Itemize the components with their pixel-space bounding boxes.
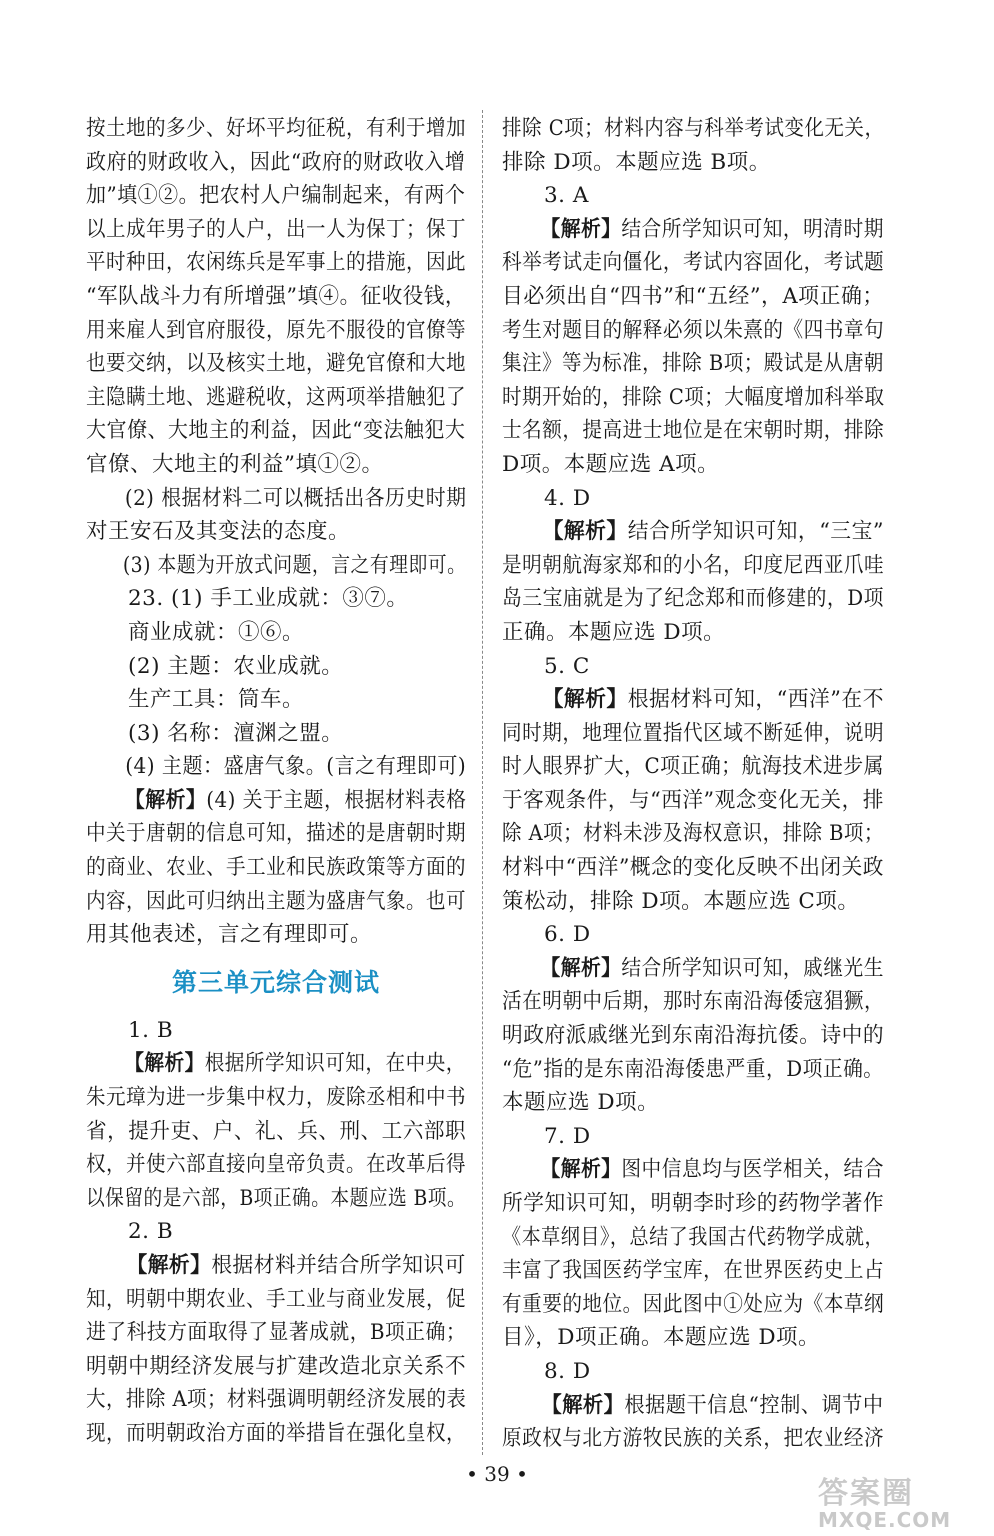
line-text: 材料中“西洋”概念的变化反映不出闭关政 — [502, 855, 884, 881]
text-line — [502, 280, 884, 314]
line-text: 平时种田，农闲练兵是军事上的措施，因此 — [86, 250, 466, 276]
line-text: 的商业、农业、手工业和民族政策等方面的 — [86, 855, 466, 881]
text-line — [86, 650, 466, 684]
text-line — [502, 784, 884, 818]
line-text: 结合所学知识可知，明清时期 — [621, 216, 884, 242]
text-line — [86, 246, 466, 280]
text-line — [502, 650, 884, 684]
text-line — [86, 1014, 466, 1048]
analysis-tag: 【解析】 — [542, 687, 628, 713]
text-line — [502, 918, 884, 952]
line-text: (2) 根据材料二可以概括出各历史时期 — [124, 485, 467, 511]
line-text: 根据材料可知，“西洋”在不 — [627, 687, 884, 713]
text-line — [502, 885, 884, 919]
line-text: 士名额，提高进士地位是在宋朝时期，排除 — [502, 418, 885, 444]
text-line — [502, 213, 884, 247]
analysis-tag: 【解析】 — [126, 1253, 212, 1278]
line-text: D项。本题应选 A项。 — [502, 451, 720, 477]
analysis-tag: 【解析】 — [124, 787, 207, 813]
line-text: 是明朝航海家郑和的小名，印度尼西亚爪哇 — [502, 552, 885, 578]
line-text: 6. D — [544, 922, 591, 948]
text-line — [86, 1249, 466, 1283]
text-line — [502, 616, 884, 650]
line-text: 权，并使六部直接向皇帝负责。在改革后得 — [86, 1152, 466, 1178]
analysis-tag: 【解析】 — [540, 955, 622, 981]
line-text: 7. D — [544, 1123, 591, 1149]
text-line — [86, 918, 466, 952]
text-line — [86, 683, 466, 717]
text-line — [86, 347, 466, 381]
text-line — [502, 750, 884, 784]
line-text: “危”指的是东南沿海倭患严重，D项正确。 — [502, 1056, 884, 1082]
text-line — [86, 1081, 466, 1115]
text-line — [502, 1389, 884, 1423]
line-text: 主隐瞒土地、逃避税收，这两项举措触犯了 — [86, 384, 466, 410]
text-line — [502, 1355, 884, 1389]
line-text: 内容，因此可归纳出主题为盛唐气象。也可 — [86, 888, 466, 914]
text-line — [86, 381, 466, 415]
text-line — [502, 448, 884, 482]
line-text: 时期开始的，排除 C项；大幅度增加科举取 — [502, 384, 885, 410]
text-line — [86, 280, 466, 314]
line-text: 根据所学知识可知，在中央， — [204, 1051, 466, 1077]
text-line — [502, 347, 884, 381]
text-line — [86, 1182, 467, 1216]
text-line — [86, 1115, 467, 1149]
text-line — [502, 1187, 885, 1221]
line-text: 科举考试走向僵化，考试内容固化，考试题 — [502, 250, 885, 276]
line-text: 2. B — [128, 1219, 174, 1245]
analysis-tag: 【解析】 — [542, 519, 628, 545]
analysis-tag: 【解析】 — [540, 1157, 622, 1183]
text-line — [86, 817, 466, 851]
line-text: 明政府派戚继光到东南沿海抗倭。诗中的 — [502, 1023, 885, 1049]
analysis-tag: 【解析】 — [540, 216, 622, 242]
text-line — [86, 885, 466, 919]
text-line — [502, 717, 885, 751]
line-text: 结合所学知识可知，“三宝” — [627, 519, 884, 545]
line-text: 《本草纲目》，总结了我国古代药物学成就， — [502, 1224, 885, 1250]
text-line — [502, 1120, 884, 1154]
text-line — [86, 1383, 467, 1417]
text-line — [86, 146, 466, 180]
line-text: 图中信息均与医学相关，结合 — [621, 1157, 884, 1183]
line-text: 大，排除 A项；材料强调明朝经济发展的表 — [86, 1387, 467, 1413]
text-line — [502, 683, 884, 717]
line-text: 23. (1) 手工业成就：③⑦。 — [128, 586, 409, 612]
line-text: (3) 名称：澶渊之盟。 — [128, 720, 344, 746]
text-line — [86, 1350, 467, 1384]
text-line — [86, 750, 467, 784]
line-text: 除 A项；材料未涉及海权意识，排除 B项； — [502, 821, 884, 847]
text-line — [86, 482, 467, 516]
analysis-tag: 【解析】 — [541, 1392, 625, 1418]
line-text: 同时期，地理位置指代区域不断延伸，说明 — [502, 720, 885, 746]
line-text: 大官僚、大地主的利益，因此“变法触犯大 — [86, 418, 466, 444]
text-line — [502, 1321, 884, 1355]
line-text: (3) 本题为开放式问题，言之有理即可。 — [122, 552, 467, 578]
line-text: 知，明朝中期农业、手工业与商业发展，促 — [86, 1286, 466, 1312]
line-text: 于客观条件，与“西洋”观念变化无关，排 — [502, 787, 884, 813]
line-text: 以保留的是六部，B项正确。本题应选 B项。 — [86, 1185, 467, 1211]
line-text: 官僚、大地主的利益”填①②。 — [86, 451, 384, 477]
text-line — [502, 851, 884, 885]
text-line — [86, 549, 467, 583]
line-text: 商业成就：①⑥。 — [128, 619, 305, 645]
text-line — [502, 246, 885, 280]
line-text: 时人眼界扩大，C项正确；航海技术进步属 — [502, 754, 884, 780]
text-line — [502, 1254, 885, 1288]
right-column — [502, 112, 884, 1456]
left-column — [86, 112, 466, 1451]
line-text: 目》，D项正确。本题应选 D项。 — [502, 1325, 821, 1351]
text-line — [502, 1086, 884, 1120]
line-text: 加”填①②。把农村人户编制起来，有两个 — [86, 183, 466, 209]
text-line — [86, 515, 466, 549]
line-text: “军队战斗力有所增强”填④。征收役钱， — [86, 283, 466, 309]
text-line — [502, 112, 885, 146]
text-line — [86, 1316, 467, 1350]
line-text: 对王安石及其变法的态度。 — [86, 519, 351, 545]
watermark-chinese: 答案圈 — [818, 1476, 914, 1511]
line-text: 活在明朝中后期，那时东南沿海倭寇猖獗， — [502, 989, 885, 1015]
text-line — [86, 784, 467, 818]
line-text: (2) 主题：农业成就。 — [128, 653, 344, 679]
text-line — [502, 817, 884, 851]
text-line — [86, 851, 466, 885]
text-line — [502, 1019, 885, 1053]
line-text: 用其他表述，言之有理即可。 — [86, 922, 373, 948]
line-text: 正确。本题应选 D项。 — [502, 619, 726, 645]
text-line — [502, 1053, 884, 1087]
text-line — [502, 549, 885, 583]
watermark-url: MXQE.COM — [818, 1508, 952, 1532]
text-line — [502, 1153, 884, 1187]
text-line — [502, 146, 884, 180]
line-text: 中关于唐朝的信息可知，描述的是唐朝时期 — [86, 821, 466, 847]
text-line — [86, 717, 466, 751]
line-text: 原政权与北方游牧民族的关系，把农业经济 — [502, 1426, 885, 1452]
line-text: 集注》等为标准，排除 B项；殿试是从唐朝 — [502, 351, 884, 377]
watermark-logo — [818, 1478, 978, 1532]
text-line — [86, 1047, 466, 1081]
line-text: 现，而明朝政治方面的举措旨在强化皇权， — [86, 1420, 466, 1446]
text-line — [502, 1422, 885, 1456]
text-line — [502, 1221, 885, 1255]
line-text: 8. D — [544, 1358, 591, 1384]
text-line — [502, 414, 885, 448]
line-text: (4) 主题：盛唐气象。(言之有理即可) — [125, 754, 467, 780]
line-text: 排除 D项。本题应选 B项。 — [502, 149, 771, 175]
text-line — [86, 112, 466, 146]
line-text: 进了科技方面取得了显著成就，B项正确； — [86, 1320, 467, 1346]
text-line — [86, 179, 466, 213]
line-text: 也要交纳，以及核实土地，避免官僚和大地 — [86, 351, 466, 377]
text-line — [86, 414, 466, 448]
text-line — [502, 985, 885, 1019]
text-line — [502, 1288, 885, 1322]
line-text: 岛三宝庙就是为了纪念郑和而修建的，D项 — [502, 586, 884, 612]
section-heading: 第三单元综合测试 — [171, 967, 380, 997]
column-divider — [482, 110, 483, 1455]
page-number: • 39 • — [466, 1462, 528, 1486]
line-text: 丰富了我国医药学宝库，在世界医药史上占 — [502, 1258, 885, 1284]
text-line — [86, 213, 466, 247]
line-text: 5. C — [544, 653, 590, 679]
line-text: 根据材料并结合所学知识可 — [211, 1253, 466, 1278]
text-line — [86, 448, 466, 482]
text-line — [86, 1148, 466, 1182]
text-line — [502, 179, 884, 213]
text-line — [86, 1215, 466, 1249]
line-text: 以上成年男子的人户，出一人为保丁；保丁 — [86, 216, 466, 242]
text-line — [502, 482, 884, 516]
line-text: (4) 关于主题，根据材料表格 — [206, 787, 467, 813]
line-text: 所学知识可知，明朝李时珍的药物学著作 — [502, 1191, 885, 1216]
line-text: 排除 C项；材料内容与科举考试变化无关， — [502, 116, 885, 141]
text-line — [86, 1283, 466, 1317]
line-text: 用来雇人到官府服役，原先不服役的官僚等 — [86, 317, 466, 343]
text-line — [502, 515, 884, 549]
line-text: 根据题干信息“控制、调节中 — [624, 1392, 884, 1418]
line-text: 1. B — [128, 1017, 174, 1043]
line-text: 明朝中期经济发展与扩建改造北京关系不 — [86, 1353, 467, 1379]
line-text: 按土地的多少、好坏平均征税，有利于增加 — [86, 116, 466, 141]
line-text: 结合所学知识可知，戚继光生 — [621, 955, 884, 981]
text-line — [502, 314, 885, 348]
analysis-tag: 【解析】 — [124, 1051, 205, 1077]
line-text: 朱元璋为进一步集中权力，废除丞相和中书 — [86, 1085, 466, 1111]
line-text: 考生对题目的解释必须以朱熹的《四书章句 — [502, 317, 885, 343]
text-line — [502, 582, 884, 616]
text-line — [86, 616, 466, 650]
line-text: 省，提升吏、户、礼、兵、刑、工六部职 — [86, 1118, 467, 1144]
text-line — [86, 1417, 466, 1451]
line-text: 有重要的地位。因此图中①处应为《本草纲 — [502, 1291, 885, 1317]
text-line — [86, 314, 466, 348]
text-line — [502, 952, 884, 986]
line-text: 3. A — [544, 183, 589, 209]
line-text: 4. D — [544, 485, 591, 511]
line-text: 目必须出自“四书”和“五经”，A项正确； — [502, 283, 884, 309]
line-text: 政府的财政收入，因此“政府的财政收入增 — [86, 149, 466, 175]
text-line — [86, 582, 466, 616]
line-text: 策松动，排除 D项。本题应选 C项。 — [502, 888, 860, 914]
line-text: 本题应选 D项。 — [502, 1090, 660, 1116]
line-text: 生产工具：筒车。 — [128, 687, 305, 713]
text-line — [502, 381, 885, 415]
